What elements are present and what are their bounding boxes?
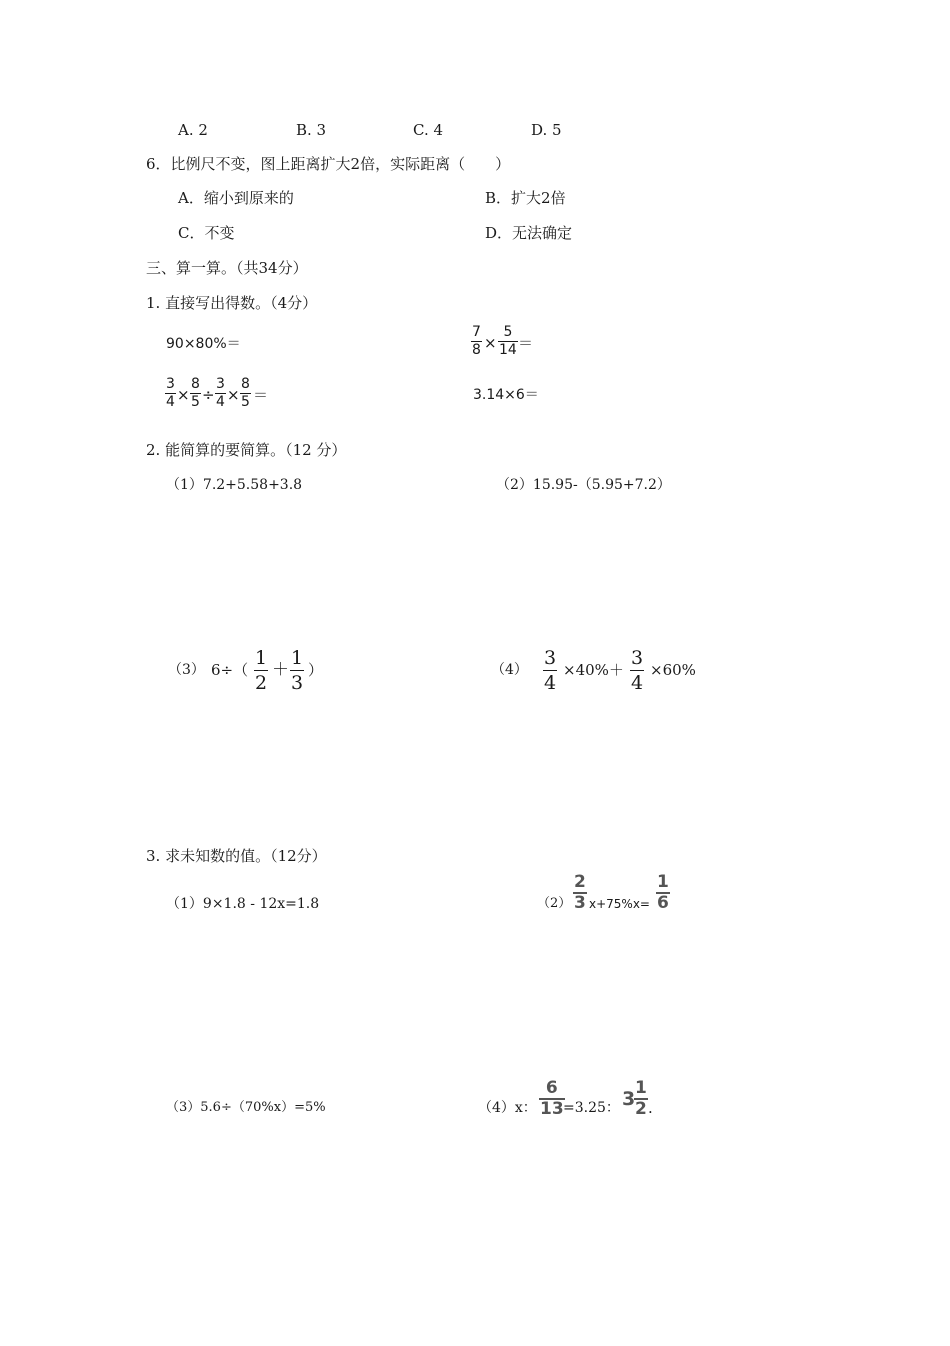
fraction: 1 6 — [657, 872, 669, 913]
p1-expr-4: 3.14×6＝ — [473, 387, 539, 403]
fraction: 3 4 — [166, 376, 175, 410]
operator: ＋ — [272, 660, 289, 680]
part1-heading: 1. 直接写出得数。（4分） — [146, 294, 318, 312]
label: （4） — [491, 662, 528, 678]
fraction: 8 5 — [241, 376, 250, 410]
p3-expr-3: （3）5.6÷（70%x）=5% — [166, 1100, 326, 1115]
operator: ÷ — [202, 386, 215, 404]
fraction: 1 2 — [255, 647, 268, 694]
q6-option-a: A．缩小到原来的 — [178, 189, 294, 207]
q6-option-b: B．扩大2倍 — [485, 189, 566, 207]
operator: ×60% — [650, 661, 696, 679]
operator: × — [227, 386, 240, 404]
q5-option-c: C. 4 — [413, 121, 444, 139]
whole-number: 3 — [622, 1088, 636, 1110]
operator: ） — [308, 661, 324, 679]
fraction: 3 4 — [216, 376, 225, 410]
fraction: 6 13 — [540, 1078, 564, 1119]
operator: . — [648, 1099, 653, 1117]
label: （3） — [168, 662, 205, 678]
fraction: 1 2 — [635, 1078, 647, 1119]
label: （4）x： — [478, 1100, 537, 1116]
p1-expr-1: 90×80%＝ — [166, 336, 241, 352]
fraction: 3 4 — [544, 647, 557, 694]
part3-heading: 3. 求未知数的值。（12分） — [146, 847, 327, 865]
label: （2） — [537, 896, 572, 911]
fraction: 7 8 — [472, 324, 481, 358]
fraction: 1 3 — [291, 647, 304, 694]
operator: x+75%x= — [589, 897, 650, 911]
q6-stem: 6．比例尺不变，图上距离扩大2倍，实际距离（ ） — [146, 155, 511, 173]
operator: ＝ — [518, 334, 534, 352]
section-title: 三、算一算。（共34分） — [146, 259, 308, 277]
operator: × — [484, 334, 497, 352]
operator: =3.25： — [563, 1100, 620, 1116]
q6-option-c: C．不变 — [178, 224, 235, 242]
q5-option-b: B. 3 — [296, 121, 327, 139]
operator: 6÷（ — [211, 661, 249, 679]
p2-expr-2: （2）15.95-（5.95+7.2） — [496, 477, 671, 493]
q6-option-d: D．无法确定 — [485, 224, 573, 242]
operator: ×40%＋ — [563, 661, 624, 679]
fraction: 5 14 — [499, 324, 517, 358]
operator: ＝ — [253, 386, 269, 404]
q5-option-d: D. 5 — [531, 121, 562, 139]
fraction: 2 3 — [574, 872, 586, 913]
part2-heading: 2. 能简算的要简算。（12 分） — [146, 441, 347, 459]
fraction: 8 5 — [191, 376, 200, 410]
p3-expr-1: （1）9×1.8 - 12x=1.8 — [166, 896, 320, 912]
operator: × — [177, 386, 190, 404]
p2-expr-1: （1）7.2+5.58+3.8 — [166, 477, 303, 493]
fraction: 3 4 — [631, 647, 644, 694]
q5-option-a: A. 2 — [178, 121, 208, 139]
